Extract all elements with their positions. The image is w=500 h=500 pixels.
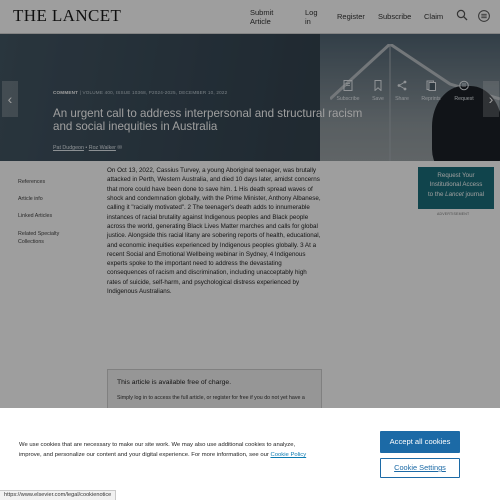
cookie-notice-text [19,440,319,460]
accept-all-cookies-button[interactable]: Accept all cookies [380,431,460,453]
subscribe-link[interactable]: Subscribe [378,12,412,21]
chevron-right-icon[interactable]: › [483,81,499,117]
separator: • [85,145,89,151]
sidebar-item-references[interactable]: References [18,179,46,185]
issue-info[interactable]: | VOLUME 400, ISSUE 10368, P2024-2025, DECEMBER 10, 2022 [79,90,228,95]
email-icon[interactable]: ✉ [117,145,122,151]
sidebar-item-linked-articles[interactable]: Linked Articles [18,213,53,219]
article-body: On Oct 13, 2022, Cassius Turvey, a young Aboriginal teenager, was brutally attacked in Perth, Western Australia, and died 10 days later, amidst concerns that more could have been done to save him. 1 His death spread waves of shock and condemnation globally, with the Prime Minister, Anthony Albanese, calling it "racially motivated". 2 The teenager's death adds to innumerable instances of racial brutality against Indigenous peoples and Black people across the world, generating Black Lives Matter marches and calls for global justice. Alongside this racial litany are sobering reports of health, educational, and economic inequities experienced by Indigenous peoples globally. 3 At a recent Social and Emotional Wellbeing webinar in Sydney, 4 Indigenous experts spoke to the important need to address the devastating consequences of racism and discrimination, including unacceptably high rates of suicide, self-harm, and psychological distress experienced by Indigenous Australians. [107,167,321,296]
sidebar-item-article-info[interactable]: Article info [18,196,43,202]
subscribe-action-label: Subscribe [336,96,360,102]
author-link[interactable]: Roz Walker [88,145,116,151]
share-action-label: Share [395,96,409,102]
submit-article-link[interactable]: Submit Article [250,8,274,26]
cookie-settings-button[interactable]: Cookie Settings [380,458,460,478]
article-title: An urgent call to address interpersonal and structural racism and social inequities in Australia [53,107,363,133]
advertisement-label: ADVERTISEMENT [437,212,470,216]
request-line-3-post: journal [463,190,485,198]
cookie-banner [0,408,500,500]
reprints-action-label: Reprints [421,96,441,102]
sidebar-item-related-collections[interactable]: Related Specialty Collections [18,231,60,245]
request-action-label: Request [454,96,474,102]
login-link[interactable]: Log in [305,8,318,26]
request-line-2: Institutional Access [429,181,483,189]
chevron-left-icon[interactable]: ‹ [2,81,18,117]
register-link[interactable]: Register [337,12,365,21]
lancet-logo[interactable]: THE LANCET [13,6,122,25]
browser-status-url: https://www.elsevier.com/legal/cookienotice [0,490,116,500]
free-access-text: Simply log in to access the full article, or register for free if you do not yet have a [117,395,305,401]
request-line-3-pre: to the [427,190,446,198]
request-line-1: Request Your [437,172,475,179]
author-link[interactable]: Pat Dudgeon [53,145,84,151]
request-journal-name: Lancet [445,190,464,198]
article-type[interactable]: COMMENT [53,90,79,95]
cookie-notice-body: We use cookies that are necessary to make our site work. We may also use additional cookies to analyze, improve, and personalize our content and your digital experience. For more information, see our [19,442,296,459]
save-action-label: Save [372,96,384,102]
cookie-policy-link[interactable]: Cookie Policy [270,452,307,459]
claim-link[interactable]: Claim [424,12,444,21]
free-access-title: This article is available free of charge. [117,379,232,386]
